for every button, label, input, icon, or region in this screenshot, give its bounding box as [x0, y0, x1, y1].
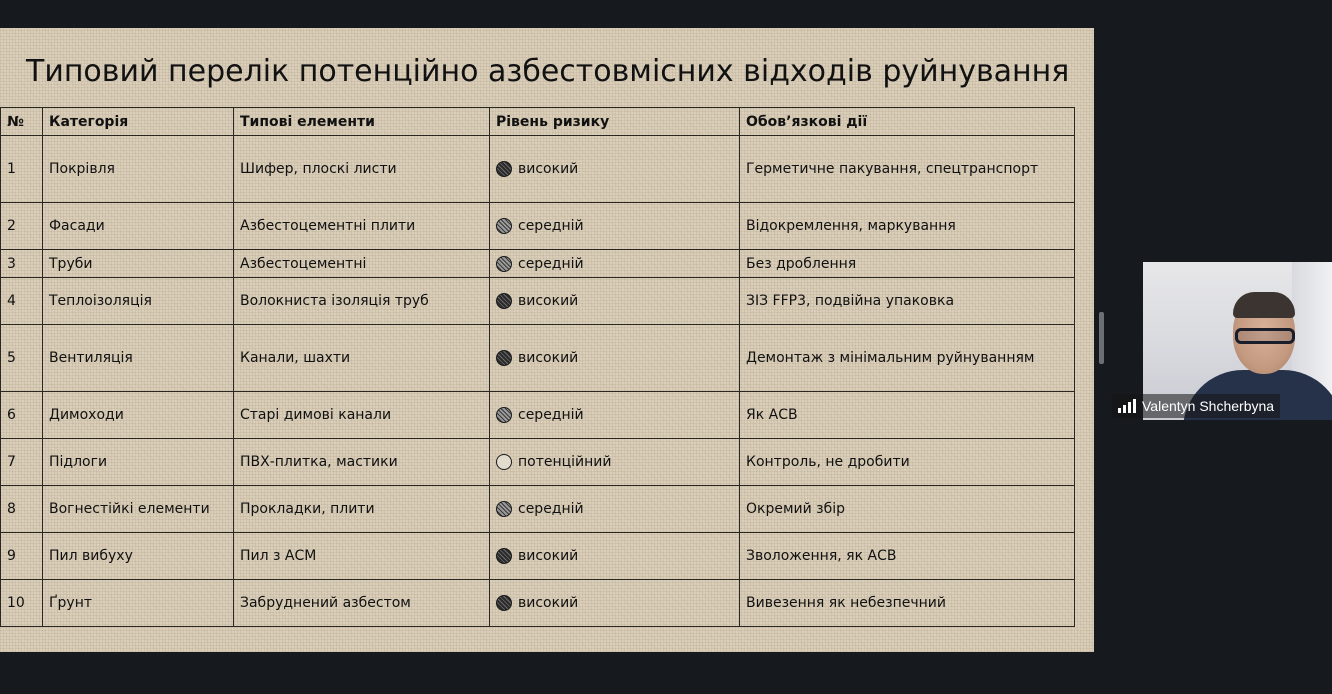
cell-elements: Шифер, плоскі листи [234, 136, 490, 203]
cell-number: 1 [1, 136, 43, 203]
cell-elements: ПВХ-плитка, мастики [234, 439, 490, 486]
table-row [1, 439, 1075, 486]
cell-category: Димоходи [43, 392, 234, 439]
cell-number: 8 [1, 486, 43, 533]
header-actions: Обов’язкові дії [740, 108, 1075, 136]
cell-risk [490, 203, 740, 250]
table-row [1, 203, 1075, 250]
cell-actions: Вивезення як небезпечний [740, 580, 1075, 627]
cell-actions: Окремий збір [740, 486, 1075, 533]
high-risk-icon [496, 350, 512, 366]
cell-category: Труби [43, 250, 234, 278]
high-risk-icon [496, 548, 512, 564]
cell-actions: Без дроблення [740, 250, 1075, 278]
cell-elements: Канали, шахти [234, 325, 490, 392]
participant-name: Valentyn Shcherbyna [1142, 398, 1275, 414]
cell-risk [490, 278, 740, 325]
risk-label: високий [518, 293, 579, 309]
high-risk-icon [496, 595, 512, 611]
table-row [1, 136, 1075, 203]
header-risk: Рівень ризику [490, 108, 740, 136]
medium-risk-icon [496, 218, 512, 234]
cell-risk [490, 486, 740, 533]
asbestos-waste-table [0, 107, 1075, 627]
table-row [1, 250, 1075, 278]
cell-elements: Старі димові канали [234, 392, 490, 439]
cell-number: 3 [1, 250, 43, 278]
cell-category: Покрівля [43, 136, 234, 203]
table-row [1, 278, 1075, 325]
header-elements: Типові елементи [234, 108, 490, 136]
table-row [1, 486, 1075, 533]
high-risk-icon [496, 293, 512, 309]
risk-label: середній [518, 407, 584, 423]
cell-category: Теплоізоляція [43, 278, 234, 325]
cell-number: 7 [1, 439, 43, 486]
cell-risk [490, 392, 740, 439]
cell-actions: Зволоження, як АСВ [740, 533, 1075, 580]
cell-category: Підлоги [43, 439, 234, 486]
risk-label: середній [518, 255, 584, 272]
cell-number: 6 [1, 392, 43, 439]
split-resize-handle[interactable] [1099, 312, 1104, 364]
cell-number: 2 [1, 203, 43, 250]
cell-risk [490, 325, 740, 392]
cell-elements: Прокладки, плити [234, 486, 490, 533]
cell-number: 10 [1, 580, 43, 627]
table-row [1, 325, 1075, 392]
cell-elements: Волокниста ізоляція труб [234, 278, 490, 325]
cell-elements: Азбестоцементні [234, 250, 490, 278]
signal-strength-icon [1118, 399, 1136, 413]
cell-category: Вентиляція [43, 325, 234, 392]
potential-risk-icon [496, 454, 512, 470]
cell-category: Пил вибуху [43, 533, 234, 580]
cell-risk [490, 580, 740, 627]
cell-actions: Контроль, не дробити [740, 439, 1075, 486]
risk-label: потенційний [518, 454, 612, 470]
participant-glasses [1235, 328, 1295, 344]
cell-actions: Демонтаж з мінімальним руйнуванням [740, 325, 1075, 392]
high-risk-icon [496, 161, 512, 177]
cell-risk [490, 250, 740, 278]
table-row [1, 580, 1075, 627]
cell-risk [490, 136, 740, 203]
cell-elements: Пил з АСМ [234, 533, 490, 580]
cell-number: 9 [1, 533, 43, 580]
header-number: № [1, 108, 43, 136]
cell-elements: Азбестоцементні плити [234, 203, 490, 250]
cell-category: Фасади [43, 203, 234, 250]
risk-label: середній [518, 218, 584, 234]
cell-actions: ЗІЗ FFP3, подвійна упаковка [740, 278, 1075, 325]
slide-title: Типовий перелік потенційно азбестовмісних відходів руйнування [26, 54, 1070, 89]
table-header-row [1, 108, 1075, 136]
risk-label: високий [518, 350, 579, 366]
cell-number: 4 [1, 278, 43, 325]
cell-number: 5 [1, 325, 43, 392]
header-category: Категорія [43, 108, 234, 136]
cell-risk [490, 533, 740, 580]
medium-risk-icon [496, 256, 512, 272]
risk-label: високий [518, 548, 579, 564]
table-row [1, 392, 1075, 439]
cell-elements: Забруднений азбестом [234, 580, 490, 627]
shared-slide [0, 28, 1094, 652]
medium-risk-icon [496, 407, 512, 423]
cell-actions: Герметичне пакування, спецтранспорт [740, 136, 1075, 203]
cell-risk [490, 439, 740, 486]
risk-label: високий [518, 161, 579, 177]
cell-category: Вогнестійкі елементи [43, 486, 234, 533]
table-row [1, 533, 1075, 580]
medium-risk-icon [496, 501, 512, 517]
risk-label: середній [518, 501, 584, 517]
risk-label: високий [518, 595, 579, 611]
cell-actions: Як АСВ [740, 392, 1075, 439]
cell-actions: Відокремлення, маркування [740, 203, 1075, 250]
participant-name-bar [1112, 394, 1280, 418]
cell-category: Ґрунт [43, 580, 234, 627]
participant-hair [1233, 292, 1295, 318]
